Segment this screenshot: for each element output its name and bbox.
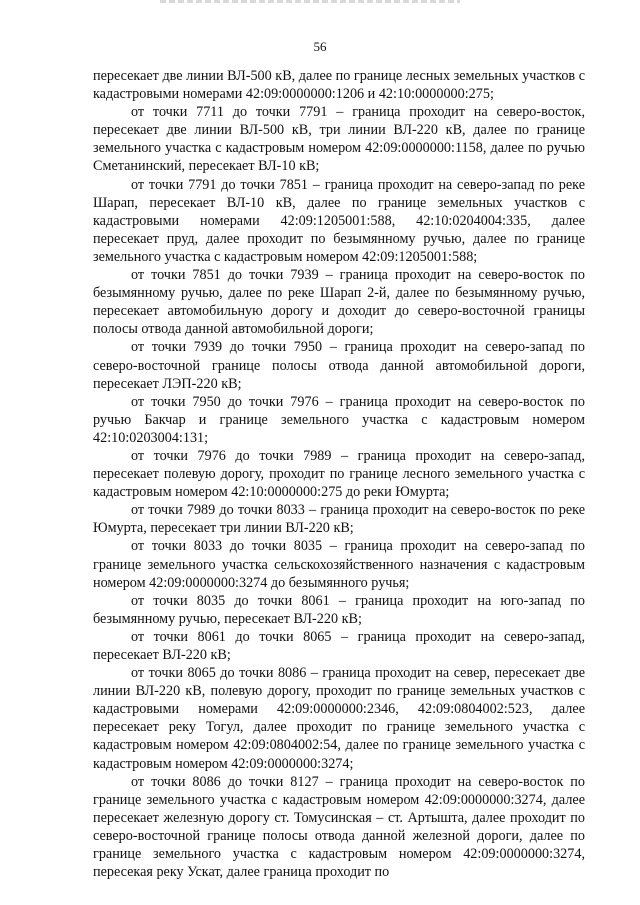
paragraph: от точки 8065 до точки 8086 – граница проходит на север, пересекает две линии ВЛ-220 кВ, полевую дорогу, проходит по границе земельных участков с кадастровыми номерами 42:09:0000000:2346, 42:09:0804002:523, далее пересекает реку Тогул, далее проходит по границе земельного участка с кадастровым номером 42:09:0804002:54, далее по границе земельного участка с кадастровым номером 42:09:0000000:3274; bbox=[93, 665, 585, 772]
paragraph: от точки 7851 до точки 7939 – граница проходит на северо-восток по безымянному ручью, далее по реке Шарап 2-й, далее по безымянному ручью, пересекает автомобильную дорогу и доходит до северо-восточной границы полосы отвода данной автомобильной дороги; bbox=[93, 267, 585, 338]
paragraph-continuation: пересекает две линии ВЛ-500 кВ, далее по границе лесных земельных участков с кадастровыми номерами 42:09:0000000:1206 и 42:10:0000000:275; bbox=[93, 68, 585, 103]
page-number: 56 bbox=[313, 39, 327, 54]
paragraph: от точки 7939 до точки 7950 – граница проходит на северо-запад по северо-восточной границе полосы отвода данной автомобильной дороги, пересекает ЛЭП-220 кВ; bbox=[93, 339, 585, 392]
paragraph: от точки 7950 до точки 7976 – граница проходит на северо-восток по ручью Бакчар и границе земельного участка с кадастровым номером 42:10:0203004:131; bbox=[93, 393, 585, 446]
paragraph: от точки 7976 до точки 7989 – граница проходит на северо-запад, пересекает полевую дорогу, проходит по границе лесного земельного участка с кадастровым номером 42:10:0000000:275 до реки Юмурта; bbox=[93, 447, 585, 501]
document-body bbox=[93, 67, 585, 881]
paragraph: от точки 7711 до точки 7791 – граница проходит на северо-восток, пересекает две линии ВЛ-500 кВ, три линии ВЛ-220 кВ, далее по границе земельного участка с кадастровым номером 42:09:0000000:1158, далее по ручью Сметанинский, пересекает ВЛ-10 кВ; bbox=[93, 104, 585, 175]
paragraph: от точки 7791 до точки 7851 – граница проходит на северо-запад по реке Шарап, пересекает ВЛ-10 кВ, далее по границе земельных участков с кадастровыми номерами 42:09:1205001:588, 42:10:0204004:335, далее пересекает пруд, далее проходит по безымянному ручью, далее по границе земельного участка с кадастровым номером 42:09:1205001:588; bbox=[93, 176, 585, 265]
paragraph: от точки 7989 до точки 8033 – граница проходит на северо-восток по реке Юмурта, пересекает три линии ВЛ-220 кВ; bbox=[93, 502, 585, 537]
paragraph: от точки 8061 до точки 8065 – граница проходит на северо-запад, пересекает ВЛ-220 кВ; bbox=[93, 628, 585, 663]
paragraph: от точки 8033 до точки 8035 – граница проходит на северо-запад по границе земельного участка сельскохозяйственного назначения с кадастровым номером 42:09:0000000:3274 до безымянного ручья; bbox=[93, 538, 585, 591]
paragraph: от точки 8035 до точки 8061 – граница проходит на юго-запад по безымянному ручью, пересекает ВЛ-220 кВ; bbox=[93, 592, 585, 627]
paragraph: от точки 8086 до точки 8127 – граница проходит на северо-восток по границе земельного участка с кадастровым номером 42:09:0000000:3274, далее пересекает железную дорогу ст. Томусинская – ст. Артышта, далее проходит по северо-восточной границе полосы отвода данной железной дороги, далее по границе земельного участка с кадастровым номером 42:09:0000000:3274, пересекая реку Ускат, далее граница проходит по bbox=[93, 773, 585, 881]
scan-header-artifact bbox=[160, 0, 460, 3]
